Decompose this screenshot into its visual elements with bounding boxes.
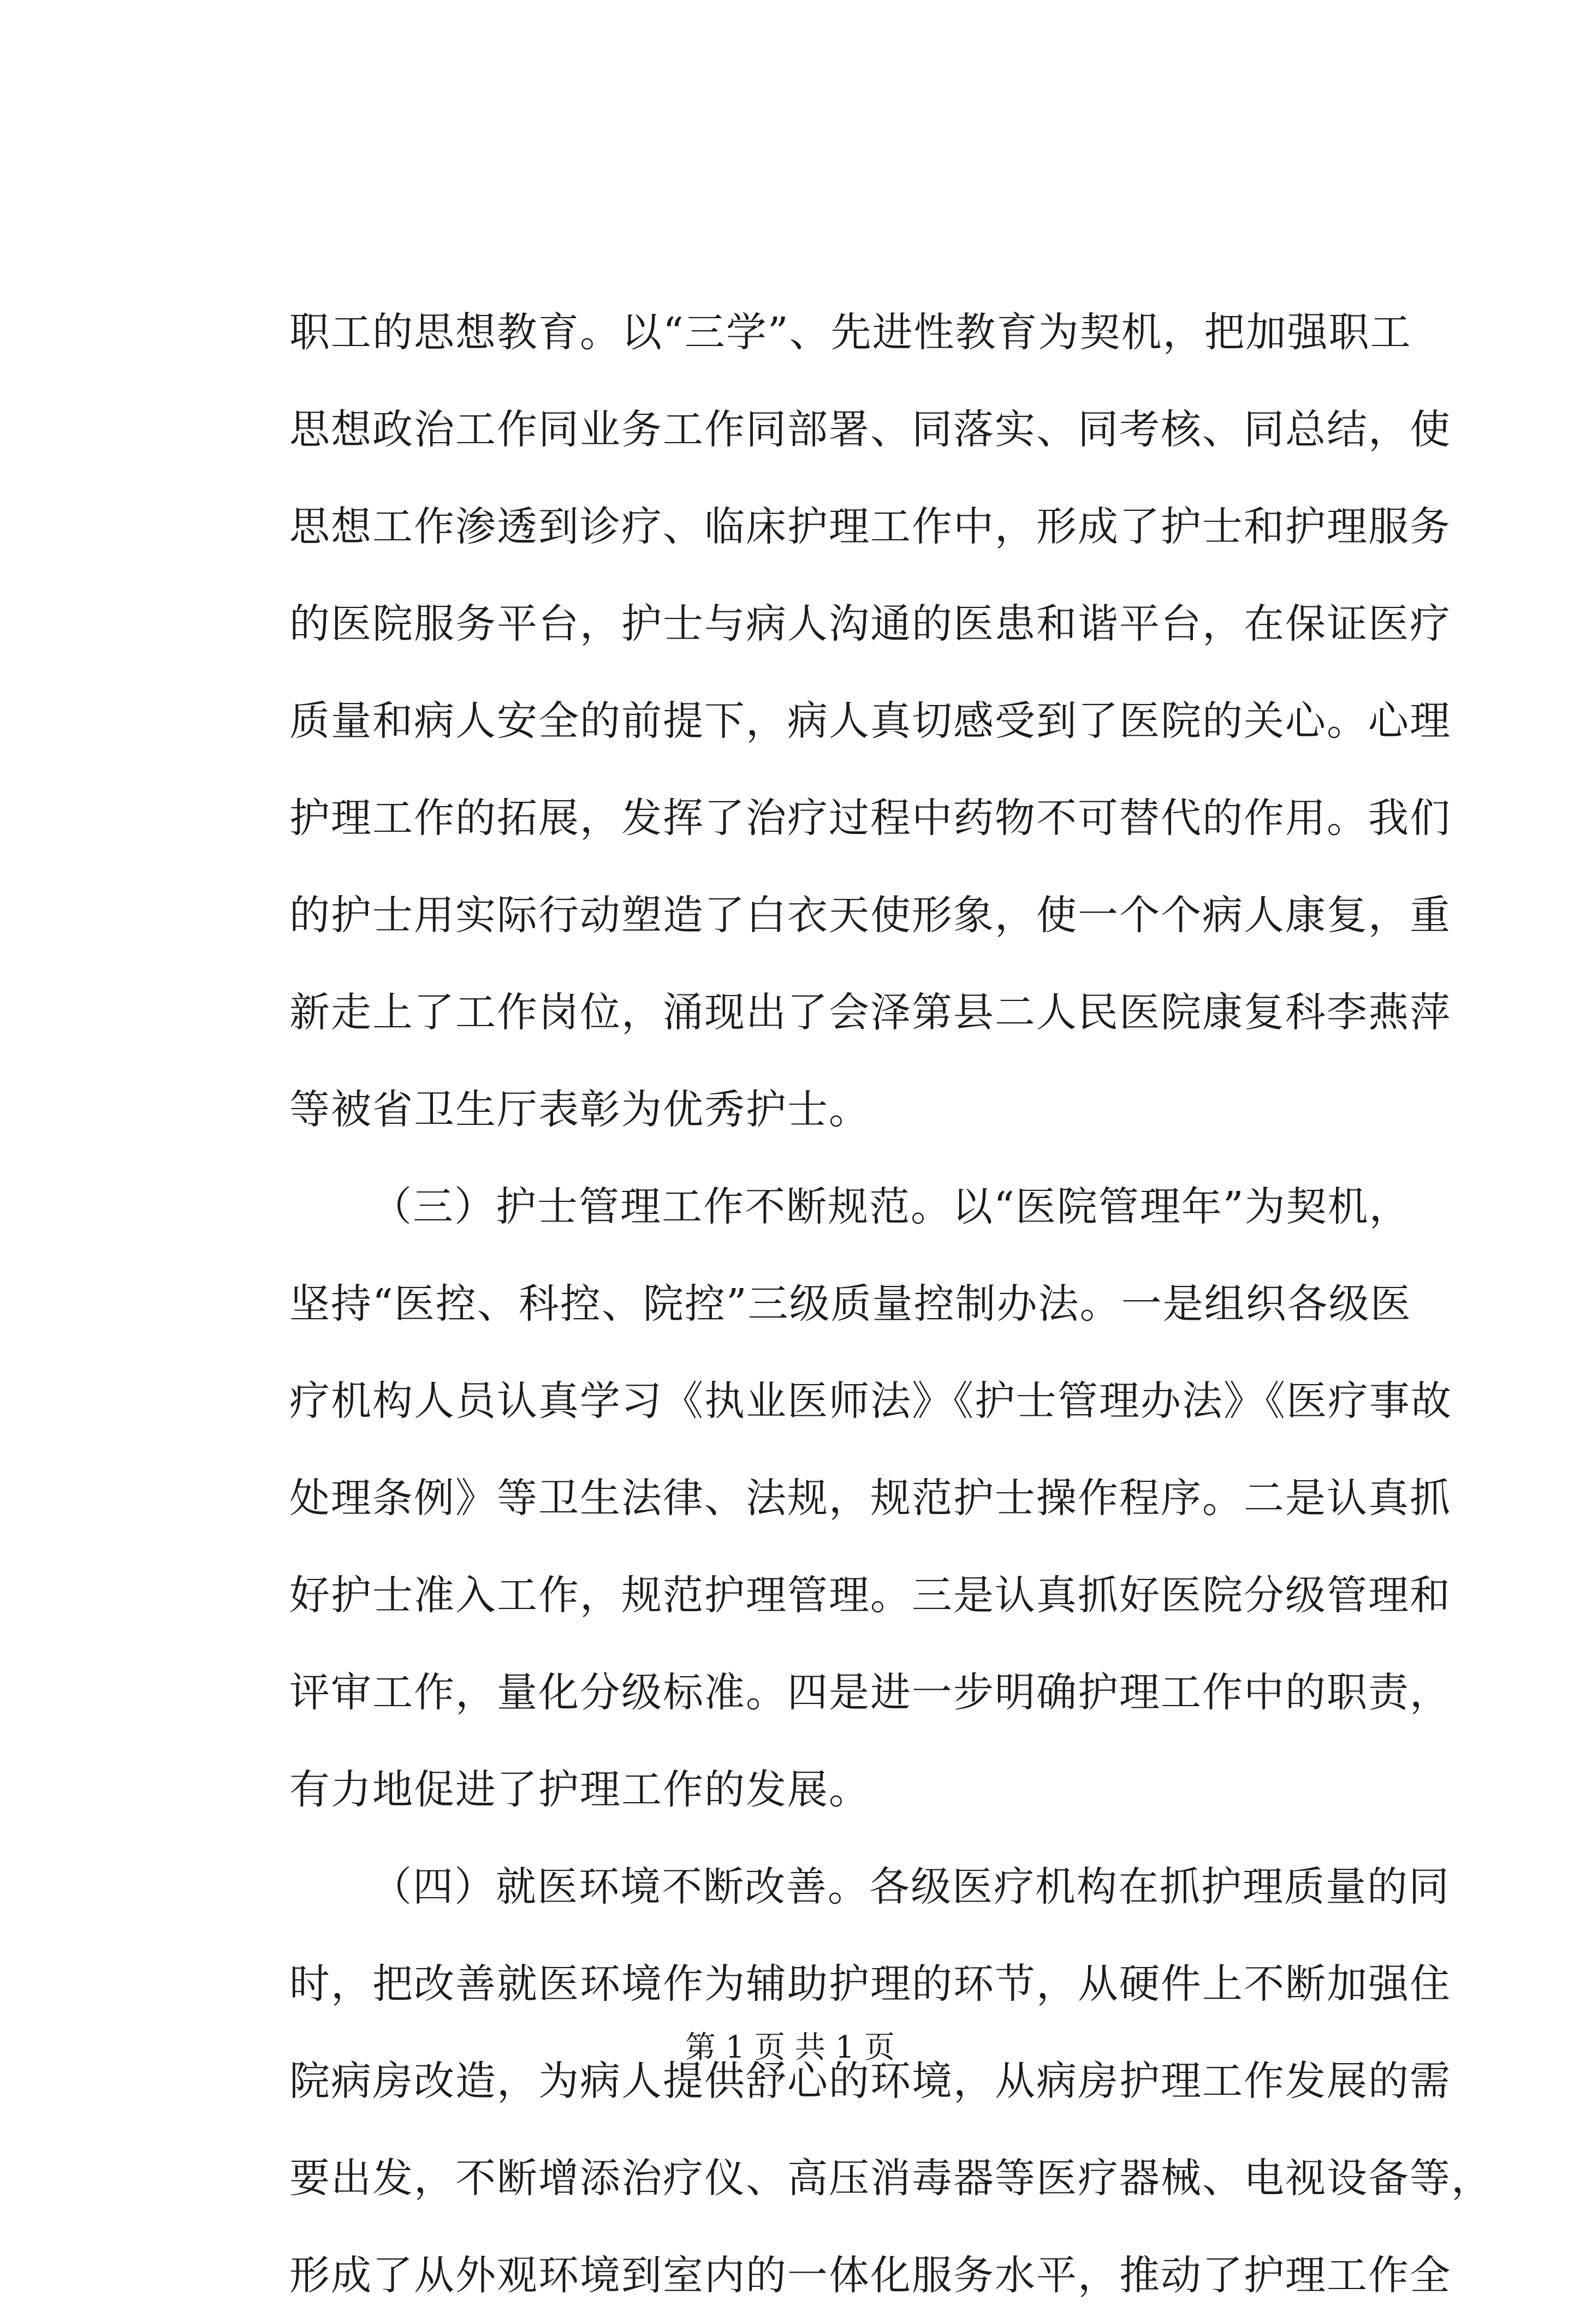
text-line: 护理工作的拓展，发挥了治疗过程中药物不可替代的作用。我们 bbox=[289, 795, 1451, 842]
text-line: 坚持“医控、科控、院控”三级质量控制办法。一是组织各级医 bbox=[289, 1280, 1412, 1327]
text-line: 的医院服务平台，护士与病人沟通的医患和谐平台，在保证医疗 bbox=[289, 600, 1451, 647]
text-line: 院病房改造，为病人提供舒心的环境，从病房护理工作发展的需 bbox=[289, 2058, 1451, 2105]
paragraph-p1 bbox=[289, 284, 1451, 1158]
text-line: 的护士用实际行动塑造了白衣天使形象，使一个个病人康复，重 bbox=[289, 892, 1451, 939]
text-line: 新走上了工作岗位，涌现出了会泽第县二人民医院康复科李燕萍 bbox=[289, 989, 1451, 1036]
paragraph-p3 bbox=[289, 1838, 1493, 2324]
text-line: 评审工作，量化分级标准。四是进一步明确护理工作中的职责， bbox=[289, 1669, 1451, 1716]
text-line: 疗机构人员认真学习《执业医师法》《护士管理办法》《医疗事故 bbox=[289, 1378, 1452, 1425]
page-footer bbox=[0, 2026, 1580, 2070]
paragraph-p2 bbox=[289, 1158, 1452, 1838]
text-line: 有力地促进了护理工作的发展。 bbox=[289, 1766, 870, 1813]
page-number-label: 第 1 页 共 1 页 bbox=[685, 2030, 895, 2065]
text-line: 要出发，不断增添治疗仪、高压消毒器等医疗器械、电视设备等， bbox=[289, 2155, 1493, 2202]
text-line: 思想政治工作同业务工作同部署、同落实、同考核、同总结，使 bbox=[289, 406, 1451, 453]
text-line: （四）就医环境不断改善。各级医疗机构在抓护理质量的同 bbox=[371, 1863, 1450, 1910]
document-body bbox=[289, 284, 1493, 2324]
text-line: 质量和病人安全的前提下，病人真切感受到了医院的关心。心理 bbox=[289, 698, 1451, 744]
text-line: 职工的思想教育。以“三学”、先进性教育为契机，把加强职工 bbox=[289, 309, 1412, 356]
text-line: 形成了从外观环境到室内的一体化服务水平，推动了护理工作全 bbox=[289, 2252, 1451, 2299]
text-line: 等被省卫生厅表彰为优秀护士。 bbox=[289, 1086, 870, 1133]
text-line: 好护士准入工作，规范护理管理。三是认真抓好医院分级管理和 bbox=[289, 1572, 1451, 1619]
text-line: （三）护士管理工作不断规范。以“医院管理年”为契机， bbox=[371, 1183, 1411, 1230]
text-line: 思想工作渗透到诊疗、临床护理工作中，形成了护士和护理服务 bbox=[289, 503, 1451, 550]
text-line: 时，把改善就医环境作为辅助护理的环节，从硬件上不断加强住 bbox=[289, 1960, 1451, 2007]
text-line: 处理条例》等卫生法律、法规，规范护士操作程序。二是认真抓 bbox=[289, 1475, 1451, 1522]
